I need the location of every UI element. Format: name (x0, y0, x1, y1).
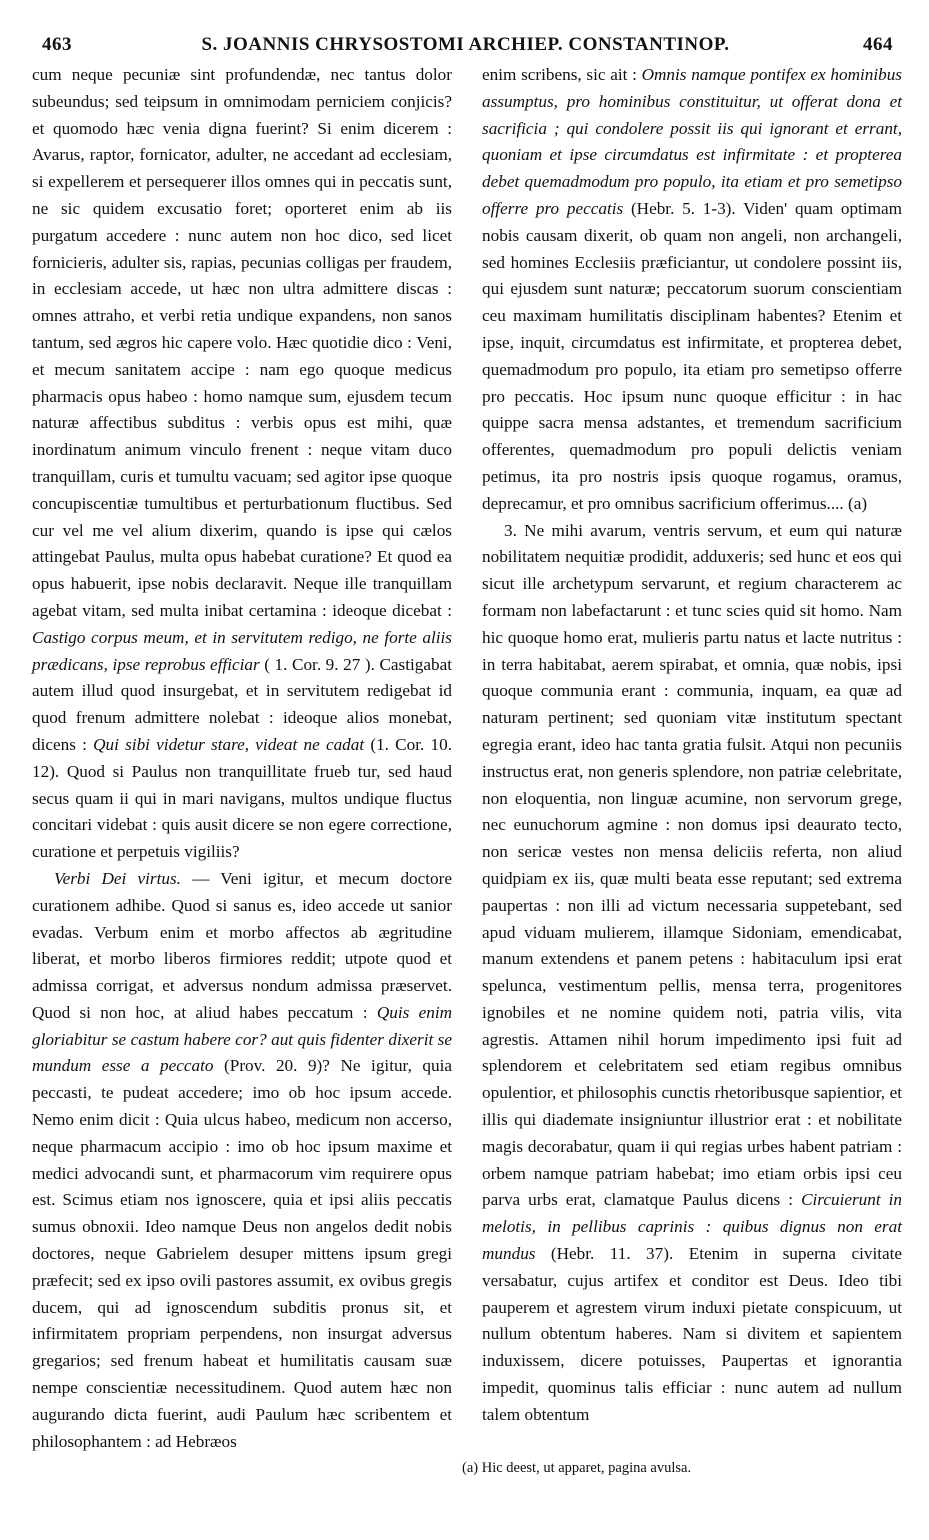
page-number-right: 464 (863, 34, 893, 55)
paragraph (482, 62, 902, 518)
paragraph (482, 518, 902, 1429)
text-run: cum neque pecuniæ sint profundendæ, nec tantus dolor subeundus; sed teipsum in omnimodam perniciem conjicis? et quomodo hæc venia digna fuerint? Si enim dicerem : Avarus, raptor, fornicator, adulter, ne accedant ad ecclesiam, si expellerem et persequerer illos omnes qui in peccatis sunt, ne sic quidem excusatio foret; oporteret enim ab iis purgatum accedere : nunc autem non hoc dico, sed licet fornicieris, adulter sis, rapias, pecunias colligas per fraudem, in ecclesiam accede, ut hæc non ultra admittere discas : omnes attraho, et verbi retia undique expandens, non sanos tantum, sed ægros hic capere volo. Hæc quotidie dico : Veni, et mecum sanitatem accipe : nam ego quoque medicus pharmacis opus habeo : homo namque sum, ejusdem tecum naturæ affectibus subditus : verbis opus est mihi, quæ inordinatum animum vinculo frenent : neque vitam duco tranquillam, curis et tumultu vacuam; sed agitor ipse quoque concupiscentiæ tumultibus et perturbationum fluctibus. Sed cur vel me vel alium dixerim, quando is ipse qui cælos attingebat Paulus, multa opus habebat curatione? Et quod ea opus habuerit, ipse nobis declaravit. Neque ille tranquillam agebat vitam, sed multa inibat certamina : ideoque dicebat : (32, 65, 452, 620)
text-run: Castigabat autem illud quod insurgebat, et in servitutem redigebat id quod frenum admittere nolebat : ideoque alios monebat, dicens : (32, 654, 453, 754)
footnote: (a) Hic deest, ut apparet, pagina avulsa. (462, 1460, 692, 1476)
page-number-left: 463 (42, 34, 72, 55)
text-run: Viden' quam optimam nobis causam dixerit, ob quam non angeli, non archangeli, sed homines Ecclesiis præficiantur, ut condolere possint iis, qui ejusdem sunt naturæ; peccatorum suorum conscientiam ceu maximam humilitatis disciplinam habentes? Etenim et ipse, inquit, circumdatus est infirmitate, et propterea debet, quemadmodum pro populo, ita etiam pro semetipso offerre pro peccatis. Hoc ipsum nunc quoque efficitur : in hac quippe sacra mensa adstantes, et tremendum sacrificium offerentes, quemadmodum pro populi delictis veniam petimus, ita pro nostris ipsis quoque rogamus, oramus, deprecamur, et pro omnibus sacrificium offerimus.... (a) (482, 198, 902, 513)
text-run: — Veni igitur, et mecum doctore curationem adhibe. Quod si sanus es, ideo accede ut sanior evadas. Verbum enim et morbo affectos ab ægritudine liberat, et morbo liberos firmiores reddit; utpote quod et admissa corrigat, et adversus nondum admissa præservet. Quod si non hoc, at aliud habes peccatum : (32, 868, 452, 1022)
scripture-quote: Castigo corpus meum, et in servitutem redigo, ne forte aliis prædicans, ipse reprobus efficiar (32, 627, 452, 674)
running-title: S. JOANNIS CHRYSOSTOMI ARCHIEP. CONSTANTINOP. (201, 34, 730, 55)
scripture-reference: (Hebr. 5. 1-3). (630, 198, 736, 218)
paragraph (32, 62, 452, 866)
text-run: Quod si Paulus non tranquillitate frueb tur, sed haud secus quam ii qui in mari navigans, multos undique fluctus concitari videbat : quis ausit dicere se non egere correctione, curatione et perpetuis vigiliis? (32, 761, 452, 862)
left-column (32, 62, 452, 1455)
scripture-quote: Circuierunt in melotis, in pellibus caprinis : quibus dignus non erat mundus (482, 1190, 903, 1264)
paragraph (32, 866, 452, 1456)
scripture-reference: (1. Cor. 10. 12). (32, 734, 453, 781)
paragraph-number: 3. (504, 520, 517, 540)
text-run: Ne igitur, quia peccasti, te pudeat accedere; imo ob hoc ipsum accede. Nemo enim dicit : Quia ulcus habeo, medicum non accerso, neque pharmacum accipio : imo ob hoc ipsum maxime et medici advocandi sunt, et pharmacorum vim requirere opus est. Scimus etiam nos ignoscere, quia et ipsi aliis peccatis sumus obnoxii. Ideo namque Deus non angelos dedit nobis doctores, neque Gabrielem desuper mittens ipsum gregi præfecit; sed ex ipso ovili pastores assumit, ex ovibus gregis ducem, qui ad ignoscendum subditis pronus sit, et infirmitatem propriam perpendens, non insurgat adversus gregarios; sed frenum habeat et humilitatis causam suæ nempe conscientiæ necessitudinem. Quod autem hæc non augurando dicta fuerint, audi Paulum hæc scribentem et philosophantem : ad Hebræos (32, 1056, 453, 1451)
scripture-reference: (Hebr. 11. 37). (550, 1244, 674, 1264)
scripture-quote: Omnis namque pontifex ex hominibus assumptus, pro hominibus constituitur, ut offerat dona et sacrificia ; qui condolere possit iis qui ignorant et errant, quoniam et ipse circumdatus est infirmitate : et propterea debet quemadmodum pro populo, ita etiam et pro semetipso offerre pro peccatis (482, 65, 902, 218)
scripture-quote: Qui sibi videtur stare, videat ne cadat (93, 734, 365, 754)
text-columns (30, 65, 903, 1488)
text-run: enim scribens, sic ait : (482, 65, 637, 84)
text-run: Etenim in superna civitate versabatur, cujus artifex et conditor est Deus. Ideo tibi pauperem et agrestem virum induxi pietate conspicuum, ut nullum obtentum haberes. Nam si divitem et sapientem induxissem, dicere potuisses, Paupertas et ignorantia impedit, quominus talis efficiar : nunc autem ad nullum talem obtentum (482, 1244, 903, 1424)
section-heading: Verbi Dei virtus. (54, 868, 181, 888)
right-column (482, 62, 902, 1429)
scripture-reference: ( 1. Cor. 9. 27 ). (264, 654, 375, 674)
scripture-quote: Quis enim gloriabitur se castum habere cor? aut quis fidenter dixerit se mundum esse a peccato (32, 1002, 453, 1076)
text-run: Ne mihi avarum, ventris servum, et eum qui naturæ nobilitatem nequitiæ prodidit, adduxeris; sed hunc et eos qui sicut ille archetypum servarunt, et regium characterem ac formam non labefactarunt : et tunc scies quid sit homo. Nam hic quoque homo erat, mulieris partu natus et lacte nutritus : in terra habitabat, aerem spirabat, et omnia, quæ nobis, ipsi quoque communia erant : communia, inquam, ea quæ ad naturam pertinent; sed quoniam vitæ institutum spectant egregia erant, ideo hac tanta gratia fulsit. Atqui non pecuniis instructus erat, non generis splendore, non patriæ celebritate, non eloquentia, non linguæ acumine, non servorum grege, nec eunuchorum agmine : non domus ipsi deaurato tecto, non sericæ vestes non mensa deliciis referta, non aliud quidpiam ex iis, quæ multi beata esse reputant; sed extrema paupertas : non illi ad victum necessaria suppetebant, sed apud viduam mulierem, illamque Sidoniam, emendicabat, manum extendens et panem petens : habitaculum ipsi erat spelunca, vestimentum pellis, mensa terra, progenitores ignobiles et ne nomine quidem noti, patria vilis, vita agrestis. Attamen nihil horum impedimento ipsi fuit ad splendorem et celebritatem sed etiam regibus omnibus opulentior, et philosophis cunctis rhetoribusque sapientior, et illis qui diademate insigniuntur illustrior erat : et nobilitate magis decorabatur, quam ii qui regias urbes habent patriam : orbem namque patriam habebat; imo etiam orbis ipsi ceu parva urbs erat, clamatque Paulus dicens : (482, 520, 902, 1210)
scripture-reference: (Prov. 20. 9)? (224, 1056, 330, 1076)
